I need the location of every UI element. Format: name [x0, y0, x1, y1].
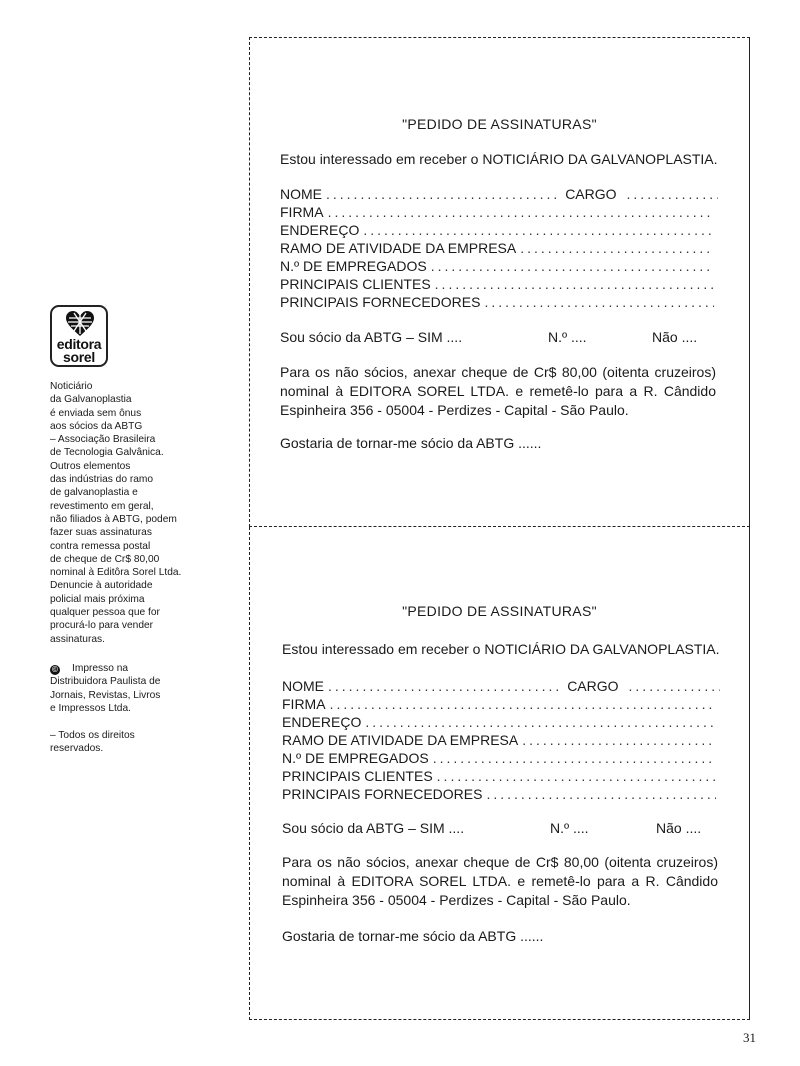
payment-instructions	[280, 363, 716, 420]
membership-request[interactable]: Gostaria de tornar-me sócio da ABTG ......	[282, 928, 544, 944]
subscription-notice	[50, 380, 210, 646]
fill-line[interactable]	[437, 767, 716, 785]
field-fornecedores[interactable]	[282, 785, 720, 803]
subscription-form-top	[249, 37, 750, 527]
fill-line[interactable]	[365, 713, 716, 731]
fill-line[interactable]	[435, 275, 714, 293]
fill-line[interactable]	[330, 695, 716, 713]
membership-request[interactable]: Gostaria de tornar-me sócio da ABTG ......	[280, 435, 542, 451]
notice-line: policial mais próxima	[50, 593, 145, 605]
form-title: "PEDIDO DE ASSINATURAS"	[402, 603, 597, 619]
copyright-icon: ©	[50, 665, 60, 675]
fill-line[interactable]	[328, 677, 563, 695]
printer-credit	[50, 662, 210, 715]
printer-line: e Impressos Ltda.	[50, 702, 131, 714]
printer-line: Distribuidora Paulista de	[50, 676, 161, 688]
printer-line	[50, 662, 210, 675]
notice-line: fazer suas assinaturas	[50, 527, 152, 539]
fill-line[interactable]	[627, 185, 718, 203]
form-fields	[280, 185, 718, 311]
logo-text-sorel: sorel	[63, 349, 95, 365]
notice-line: Outros elementos	[50, 460, 131, 472]
field-ramo[interactable]	[282, 731, 720, 749]
notice-line: Denuncie à autoridade	[50, 580, 153, 592]
field-label-clientes: PRINCIPAIS CLIENTES	[282, 768, 433, 784]
field-label-fornecedores: PRINCIPAIS FORNECEDORES	[282, 786, 483, 802]
field-clientes[interactable]	[280, 275, 718, 293]
rights-line: reservados.	[50, 743, 104, 755]
field-empregados[interactable]	[282, 749, 720, 767]
field-endereco[interactable]	[280, 221, 718, 239]
notice-line: Noticiário	[50, 381, 93, 392]
member-nao-option[interactable]: Não ....	[652, 329, 698, 345]
field-label-cargo: CARGO	[565, 186, 617, 202]
field-label-clientes: PRINCIPAIS CLIENTES	[280, 276, 431, 292]
field-label-ramo: RAMO DE ATIVIDADE DA EMPRESA	[280, 240, 517, 256]
fill-line[interactable]	[363, 221, 714, 239]
editora-sorel-logo	[50, 305, 108, 367]
printer-line: Jornais, Revistas, Livros	[50, 689, 161, 701]
field-clientes[interactable]	[282, 767, 720, 785]
field-label-endereco: ENDEREÇO	[282, 714, 362, 730]
fill-line[interactable]	[328, 203, 714, 221]
field-firma[interactable]	[282, 695, 720, 713]
notice-line: de galvanoplastia e	[50, 487, 138, 499]
fill-line[interactable]	[433, 749, 716, 767]
heart-emblem-icon	[65, 310, 95, 338]
instruction-line: Para os não sócios, anexar cheque de Cr$ 80,00 (oitenta cruzeiros)	[280, 364, 716, 380]
notice-line: nominal à Editôra Sorel Ltda.	[50, 567, 182, 579]
field-label-firma: FIRMA	[282, 696, 326, 712]
field-label-endereco: ENDEREÇO	[280, 222, 360, 238]
field-label-empregados: N.º DE EMPREGADOS	[282, 750, 429, 766]
field-nome-cargo[interactable]	[282, 677, 720, 695]
field-endereco[interactable]	[282, 713, 720, 731]
fill-line[interactable]	[520, 239, 714, 257]
notice-line: revestimento em geral,	[50, 500, 154, 512]
form-title: "PEDIDO DE ASSINATURAS"	[402, 116, 597, 132]
field-firma[interactable]	[280, 203, 718, 221]
notice-line: assinaturas.	[50, 633, 105, 645]
fill-line[interactable]	[629, 677, 720, 695]
member-sim-option[interactable]: Sou sócio da ABTG – SIM ....	[280, 329, 463, 345]
instruction-line: nominal à EDITORA SOREL LTDA. e remetê-lo para a R. Cândido	[282, 873, 718, 889]
instruction-line: Espinheira 356 - 05004 - Perdizes - Capital - São Paulo.	[282, 892, 631, 908]
sidebar	[50, 305, 210, 756]
fill-line[interactable]	[484, 293, 714, 311]
field-nome-cargo[interactable]	[280, 185, 718, 203]
notice-line: qualquer pessoa que for	[50, 607, 160, 619]
notice-line: de cheque de Cr$ 80,00	[50, 553, 160, 565]
member-number-field[interactable]: N.º ....	[550, 820, 589, 836]
fill-line[interactable]	[431, 257, 714, 275]
rights-notice	[50, 729, 210, 756]
page-number: 31	[743, 1030, 756, 1045]
notice-line: aos sócios da ABTG	[50, 420, 143, 432]
fill-line[interactable]	[486, 785, 716, 803]
instruction-line: Para os não sócios, anexar cheque de Cr$ 80,00 (oitenta cruzeiros)	[282, 854, 718, 870]
notice-line: procurá-lo para vender	[50, 620, 154, 632]
field-fornecedores[interactable]	[280, 293, 718, 311]
form-fields	[282, 677, 720, 803]
interest-statement: Estou interessado em receber o NOTICIÁRIO DA GALVANOPLASTIA.	[282, 641, 720, 657]
field-label-nome: NOME	[282, 678, 324, 694]
notice-line: é enviada sem ônus	[50, 407, 142, 419]
notice-line: das indústrias do ramo	[50, 474, 154, 486]
field-label-ramo: RAMO DE ATIVIDADE DA EMPRESA	[282, 732, 519, 748]
field-label-cargo: CARGO	[567, 678, 619, 694]
instruction-line: nominal à EDITORA SOREL LTDA. e remetê-lo para a R. Cândido	[280, 383, 716, 399]
printer-line-text: Impresso na	[72, 662, 129, 674]
field-label-fornecedores: PRINCIPAIS FORNECEDORES	[280, 294, 481, 310]
field-label-firma: FIRMA	[280, 204, 324, 220]
field-label-nome: NOME	[280, 186, 322, 202]
payment-instructions	[282, 853, 718, 910]
subscription-form-bottom	[249, 527, 750, 1020]
instruction-line: Espinheira 356 - 05004 - Perdizes - Capital - São Paulo.	[280, 402, 629, 418]
rights-line: – Todos os direitos	[50, 730, 135, 742]
member-nao-option[interactable]: Não ....	[656, 820, 702, 836]
notice-line: não filiados à ABTG, podem	[50, 513, 177, 525]
fill-line[interactable]	[522, 731, 716, 749]
field-empregados[interactable]	[280, 257, 718, 275]
notice-line: de Tecnologia Galvânica.	[50, 447, 164, 459]
logo-text-editora: editora	[56, 336, 102, 352]
field-label-empregados: N.º DE EMPREGADOS	[280, 258, 427, 274]
fill-line[interactable]	[326, 185, 561, 203]
notice-line: – Associação Brasileira	[50, 434, 156, 446]
notice-line: da Galvanoplastia	[50, 394, 132, 406]
interest-statement: Estou interessado em receber o NOTICIÁRIO DA GALVANOPLASTIA.	[280, 151, 718, 167]
member-number-field[interactable]: N.º ....	[548, 329, 587, 345]
member-sim-option[interactable]: Sou sócio da ABTG – SIM ....	[282, 820, 465, 836]
notice-line: contra remessa postal	[50, 540, 151, 552]
field-ramo[interactable]	[280, 239, 718, 257]
